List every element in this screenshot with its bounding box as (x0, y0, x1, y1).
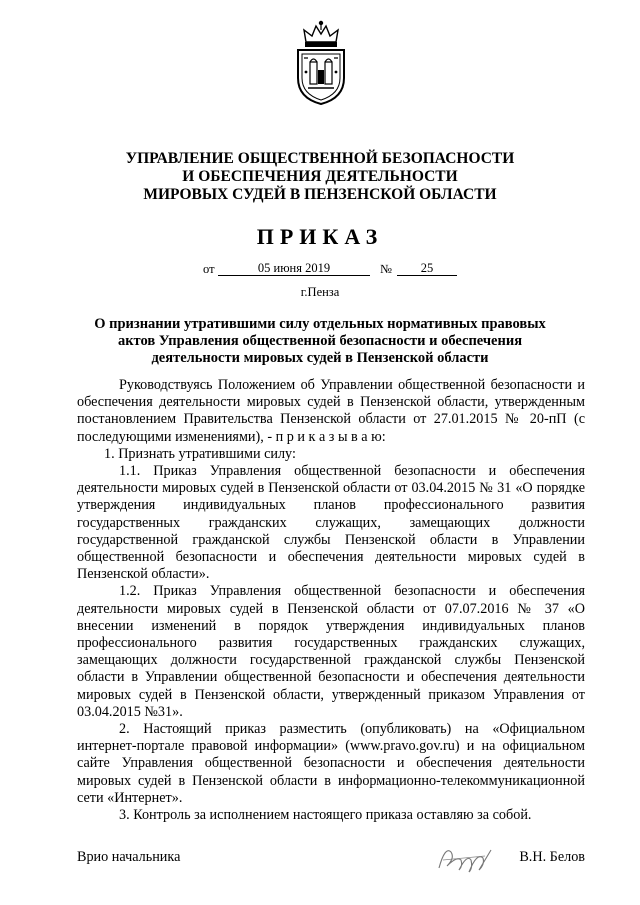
order-subject: О признании утратившими силу отдельных нормативных правовых актов Управления общественной безопасности и обеспечения деятельности мировых судей в Пензенской области (94, 316, 546, 366)
document-type-title: ПРИКАЗ (256, 224, 384, 249)
organization-name (60, 150, 580, 204)
coat-of-arms-emblem (290, 20, 352, 106)
intro-paragraph: Руководствуясь Положением об Управлении общественной безопасности и обеспечения деятельности мировых судей в Пензенской области, утвержденным постановлением Правительства Пензенской области от 27.01.2015 № 20-пП (с последующими изменениями), - п р и к а з ы в а ю: (77, 377, 585, 445)
item-1: 1. Признать утратившими силу: (104, 445, 296, 462)
item-3: 3. Контроль за исполнением настоящего приказа оставляю за собой. (119, 807, 532, 824)
order-date: 05 июня 2019 (218, 262, 370, 276)
signature-block (77, 849, 585, 869)
city: г.Пенза (300, 285, 340, 299)
signer-name: В.Н. Белов (519, 849, 585, 865)
number-prefix: № (380, 262, 392, 276)
handwritten-signature (435, 838, 495, 876)
org-line-3: МИРОВЫХ СУДЕЙ В ПЕНЗЕНСКОЙ ОБЛАСТИ (143, 186, 497, 203)
org-line-2: И ОБЕСПЕЧЕНИЯ ДЕЯТЕЛЬНОСТИ (182, 168, 458, 185)
item-1-2: 1.2. Приказ Управления общественной безопасности и обеспечения деятельности мировых судей в Пензенской области от 07.07.2016 № 37 «О внесении изменений в порядок утверждения индивидуальных планов профессионального развития государственных гражданских служащих, замещающих должности государственной гражданской службы Пензенской области в Управлении общественной безопасности и обеспечения деятельности мировых судей в Пензенской области, утвержденный приказом Управления от 03.04.2015 №31». (77, 583, 585, 720)
org-line-1: УПРАВЛЕНИЕ ОБЩЕСТВЕННОЙ БЕЗОПАСНОСТИ (125, 150, 515, 167)
order-number: 25 (397, 262, 457, 276)
order-body (77, 377, 585, 824)
date-number-line (0, 262, 640, 278)
signer-position: Врио начальника (77, 849, 181, 865)
date-prefix: от (203, 262, 215, 276)
item-1-1: 1.1. Приказ Управления общественной безопасности и обеспечения деятельности мировых судей в Пензенской области от 03.04.2015 № 31 «О порядке утверждения индивидуальных планов профессионального развития государственных гражданских служащих, замещающих должности государственной гражданской службы Пензенской области в Управлении общественной безопасности и обеспечения деятельности мировых судей в Пензенской области». (77, 463, 585, 583)
item-2: 2. Настоящий приказ разместить (опубликовать) на «Официальном интернет-портале правовой информации» (www.pravo.gov.ru) и на официальном сайте Управления общественной безопасности и обеспечения деятельности мировых судей в Пензенской области в информационно-телекоммуникационной сети «Интернет». (77, 721, 585, 806)
